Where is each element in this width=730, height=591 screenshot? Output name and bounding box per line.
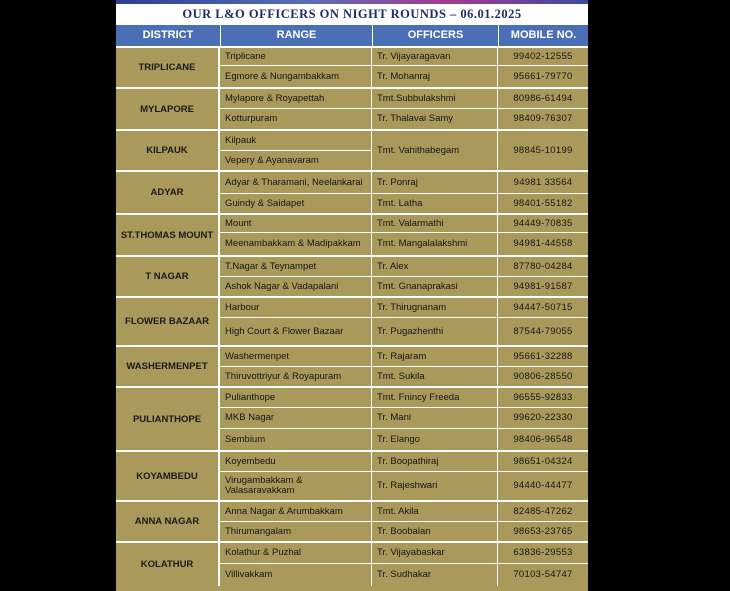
- range-cell: Thiruvottriyur & Royapuram: [220, 366, 372, 386]
- range-cell: Vepery & Ayanavaram: [220, 150, 372, 170]
- range-cell: Anna Nagar & Arumbakkam: [220, 500, 372, 521]
- range-cell: Ashok Nagar & Vadapalani: [220, 276, 372, 296]
- district-cell: ST.THOMAS MOUNT: [116, 213, 220, 255]
- mobile-cell: 70103-54747: [498, 563, 588, 586]
- officer-cell: Tr. Rajaram: [372, 345, 498, 366]
- officers-sheet: [116, 0, 588, 591]
- table-header: [116, 25, 588, 46]
- header-range: RANGE: [220, 25, 372, 46]
- mobile-cell: 98406-96548: [498, 428, 588, 450]
- mobile-cell: 82485-47262: [498, 500, 588, 521]
- mobile-cell: 98651-04324: [498, 450, 588, 471]
- officer-cell: Tmt. Gnanaprakasi: [372, 276, 498, 296]
- officer-cell: Tmt. Mangalalakshmi: [372, 232, 498, 255]
- officer-cell: Tr. Mani: [372, 407, 498, 428]
- range-cell: Kilpauk: [220, 129, 372, 150]
- district-cell: TRIPLICANE: [116, 46, 220, 87]
- range-cell: High Court & Flower Bazaar: [220, 317, 372, 345]
- mobile-cell: 98845-10199: [498, 129, 588, 170]
- mobile-cell: 80986-61494: [498, 87, 588, 108]
- range-cell: Mylapore & Royapettah: [220, 87, 372, 108]
- mobile-cell: 87544-79055: [498, 317, 588, 345]
- mobile-cell: 90806-28550: [498, 366, 588, 386]
- district-cell: T NAGAR: [116, 255, 220, 296]
- officers-table-body: [116, 46, 588, 591]
- header-mobile: MOBILE NO.: [498, 25, 588, 46]
- mobile-cell: 63836-29553: [498, 541, 588, 563]
- officer-cell: Tr. Vijayaragavan: [372, 46, 498, 65]
- officer-cell: Tr. Thalavai Samy: [372, 108, 498, 129]
- district-cell: KOYAMBEDU: [116, 450, 220, 500]
- officer-cell: Tr. Boobalan: [372, 521, 498, 541]
- range-cell: Kotturpuram: [220, 108, 372, 129]
- officer-cell: Tmt. Fnincy Freeda: [372, 386, 498, 407]
- district-cell: KOLATHUR: [116, 541, 220, 586]
- range-cell: Adyar & Tharamani, Neelankarai: [220, 170, 372, 193]
- district-cell: ADYAR: [116, 170, 220, 213]
- district-cell: PULIANTHOPE: [116, 386, 220, 450]
- mobile-cell: 95661-79770: [498, 65, 588, 87]
- mobile-cell: 94447-50715: [498, 296, 588, 317]
- mobile-cell: 98653-23765: [498, 521, 588, 541]
- officer-cell: Tr. Mohanraj: [372, 65, 498, 87]
- mobile-cell: 94440-44477: [498, 471, 588, 500]
- officer-cell: Tmt. Sukila: [372, 366, 498, 386]
- range-cell: Villivakkam: [220, 563, 372, 586]
- officer-cell: Tr. Sudhakar: [372, 563, 498, 586]
- officer-cell: Tmt.Subbulakshmi: [372, 87, 498, 108]
- mobile-cell: 99402-12555: [498, 46, 588, 65]
- mobile-cell: 94981-44558: [498, 232, 588, 255]
- district-cell: KILPAUK: [116, 129, 220, 170]
- range-cell: Koyembedu: [220, 450, 372, 471]
- range-cell: Triplicane: [220, 46, 372, 65]
- range-cell: Kolathur & Puzhal: [220, 541, 372, 563]
- officer-cell: Tmt. Valarmathi: [372, 213, 498, 232]
- range-cell: Meenambakkam & Madipakkam: [220, 232, 372, 255]
- mobile-cell: 94449-70835: [498, 213, 588, 232]
- officer-cell: Tr. Boopathiraj: [372, 450, 498, 471]
- range-cell: Sembium: [220, 428, 372, 450]
- mobile-cell: 98401-55182: [498, 193, 588, 213]
- mobile-cell: 95661-32288: [498, 345, 588, 366]
- range-cell: Harbour: [220, 296, 372, 317]
- page-title: OUR L&O OFFICERS ON NIGHT ROUNDS – 06.01.2025: [116, 4, 588, 25]
- officer-cell: Tmt. Akila: [372, 500, 498, 521]
- range-cell: T.Nagar & Teynampet: [220, 255, 372, 276]
- district-cell: ANNA NAGAR: [116, 500, 220, 541]
- district-cell: FLOWER BAZAAR: [116, 296, 220, 345]
- range-cell: Pulianthope: [220, 386, 372, 407]
- mobile-cell: 87780-04284: [498, 255, 588, 276]
- mobile-cell: 96555-92833: [498, 386, 588, 407]
- range-cell: Washermenpet: [220, 345, 372, 366]
- district-cell: MYLAPORE: [116, 87, 220, 129]
- mobile-cell: 99620-22330: [498, 407, 588, 428]
- officer-cell: Tr. Thirugnanam: [372, 296, 498, 317]
- header-officers: OFFICERS: [372, 25, 498, 46]
- officer-cell: Tr. Alex: [372, 255, 498, 276]
- range-cell: MKB Nagar: [220, 407, 372, 428]
- header-district: DISTRICT: [142, 29, 194, 41]
- officer-cell: Tr. Elango: [372, 428, 498, 450]
- officer-cell: Tr. Vijayabaskar: [372, 541, 498, 563]
- officer-cell: Tmt. Vahithabegam: [372, 129, 498, 170]
- officer-cell: Tmt. Latha: [372, 193, 498, 213]
- range-cell: Mount: [220, 213, 372, 232]
- mobile-cell: 94981-91587: [498, 276, 588, 296]
- range-cell: Egmore & Nungambakkam: [220, 65, 372, 87]
- officer-cell: Tr. Ponraj: [372, 170, 498, 193]
- officer-cell: Tr. Pugazhenthi: [372, 317, 498, 345]
- range-cell: Guindy & Saidapet: [220, 193, 372, 213]
- officer-cell: Tr. Rajeshwari: [372, 471, 498, 500]
- mobile-cell: 94981 33564: [498, 170, 588, 193]
- range-cell: Virugambakkam & Valasaravakkam: [220, 471, 372, 500]
- range-cell: Thirumangalam: [220, 521, 372, 541]
- mobile-cell: 98409-76307: [498, 108, 588, 129]
- district-cell: WASHERMENPET: [116, 345, 220, 386]
